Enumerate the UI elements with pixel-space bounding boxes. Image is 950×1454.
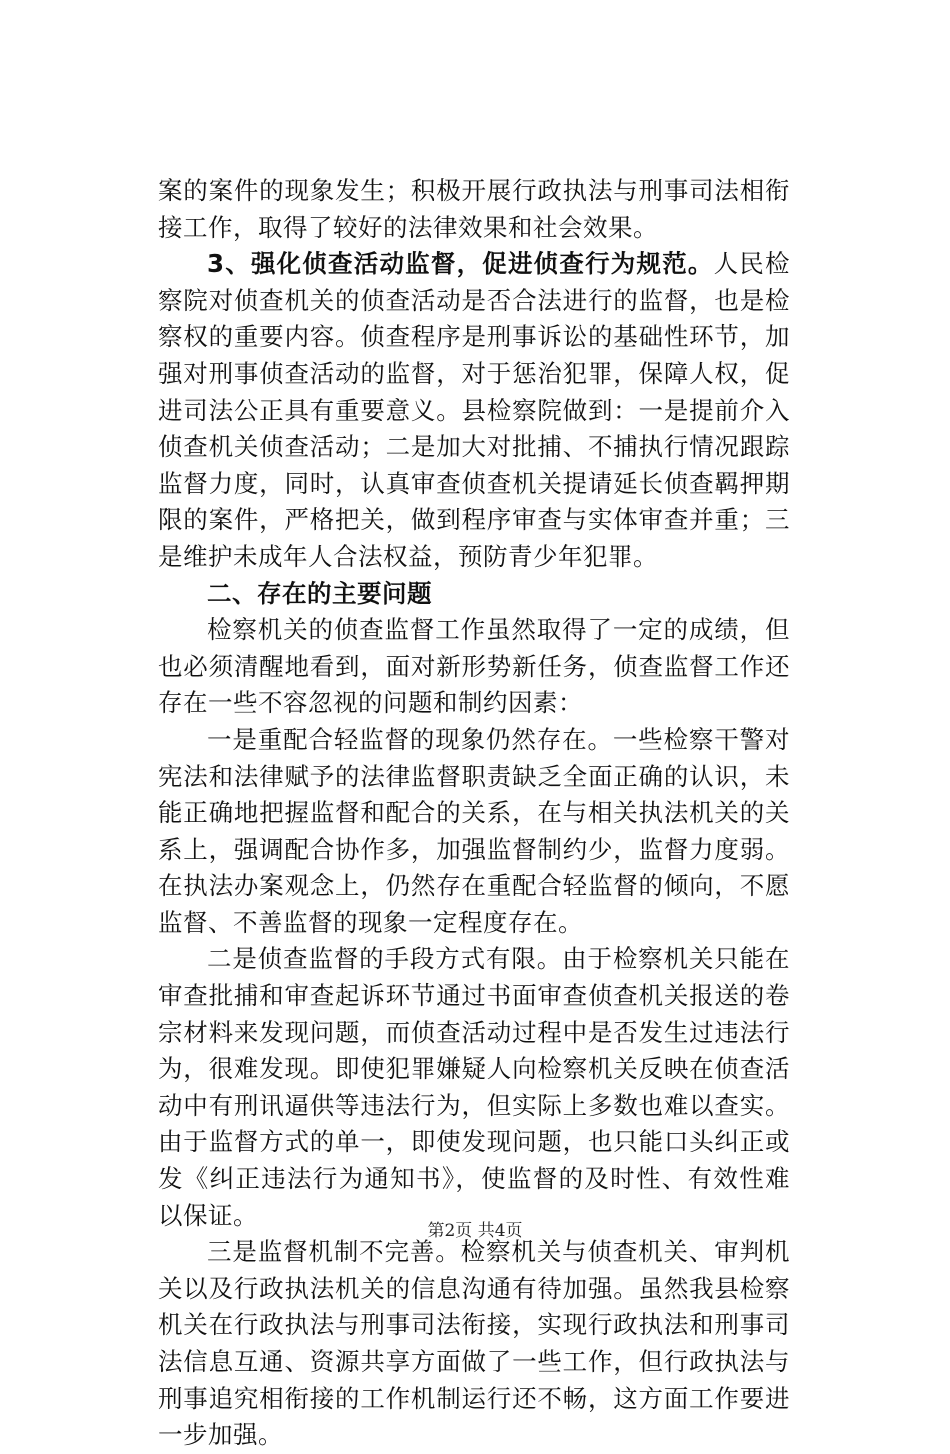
document-body xyxy=(158,173,790,1454)
paragraph-investigation-supervision xyxy=(158,246,790,575)
section-heading-text: 二、存在的主要问题 xyxy=(207,578,432,608)
paragraph-problems-intro xyxy=(158,612,790,722)
paragraph-text: 检察机关的侦查监督工作虽然取得了一定的成绩，但也必须清醒地看到，面对新形势新任务，侦查监督工作还存在一些不容忽视的问题和制约因素： xyxy=(158,615,790,718)
section-heading-main-problems xyxy=(158,576,790,613)
paragraph-lead-heading: 3、强化侦查活动监督，促进侦查行为规范。 xyxy=(207,249,714,279)
paragraph-problem-two xyxy=(158,941,790,1234)
paragraph-text: 一是重配合轻监督的现象仍然存在。一些检察干警对宪法和法律赋予的法律监督职责缺乏全面正确的认识，未能正确地把握监督和配合的关系，在与相关执法机关的关系上，强调配合协作多，加强监督制约少，监督力度弱。在执法办案观念上，仍然存在重配合轻监督的倾向，不愿监督、不善监督的现象一定程度存在。 xyxy=(158,724,790,937)
page-number: 第2页 共4页 xyxy=(427,1221,523,1241)
paragraph-text: 人民检察院对侦查机关的侦查活动是否合法进行的监督，也是检察权的重要内容。侦查程序是刑事诉讼的基础性环节，加强对刑事侦查活动的监督，对于惩治犯罪，保障人权，促进司法公正具有重要意义。县检察院做到：一是提前介入侦查机关侦查活动；二是加大对批捕、不捕执行情况跟踪监督力度，同时，认真审查侦查机关提请延长侦查羁押期限的案件，严格把关，做到程序审查与实体审查并重；三是维护未成年人合法权益，预防青少年犯罪。 xyxy=(158,249,790,571)
paragraph-problem-one xyxy=(158,722,790,942)
paragraph-text: 二是侦查监督的手段方式有限。由于检察机关只能在审查批捕和审查起诉环节通过书面审查侦查机关报送的卷宗材料来发现问题，而侦查活动过程中是否发生过违法行为，很难发现。即使犯罪嫌疑人向检察机关反映在侦查活动中有刑讯逼供等违法行为，但实际上多数也难以查实。由于监督方式的单一，即使发现问题，也只能口头纠正或发《纠正违法行为通知书》，使监督的及时性、有效性难以保证。 xyxy=(158,944,790,1230)
paragraph-text: 三是监督机制不完善。检察机关与侦查机关、审判机关以及行政执法机关的信息沟通有待加强。虽然我县检察机关在行政执法与刑事司法衔接，实现行政执法和刑事司法信息互通、资源共享方面做了一些工作，但行政执法与刑事追究相衔接的工作机制运行还不畅，这方面工作要进一步加强。 xyxy=(158,1237,790,1450)
paragraph-text: 案的案件的现象发生；积极开展行政执法与刑事司法相衔接工作，取得了较好的法律效果和社会效果。 xyxy=(158,176,790,242)
page-footer xyxy=(0,1216,950,1241)
paragraph-continuation xyxy=(158,173,790,246)
paragraph-problem-three xyxy=(158,1234,790,1454)
